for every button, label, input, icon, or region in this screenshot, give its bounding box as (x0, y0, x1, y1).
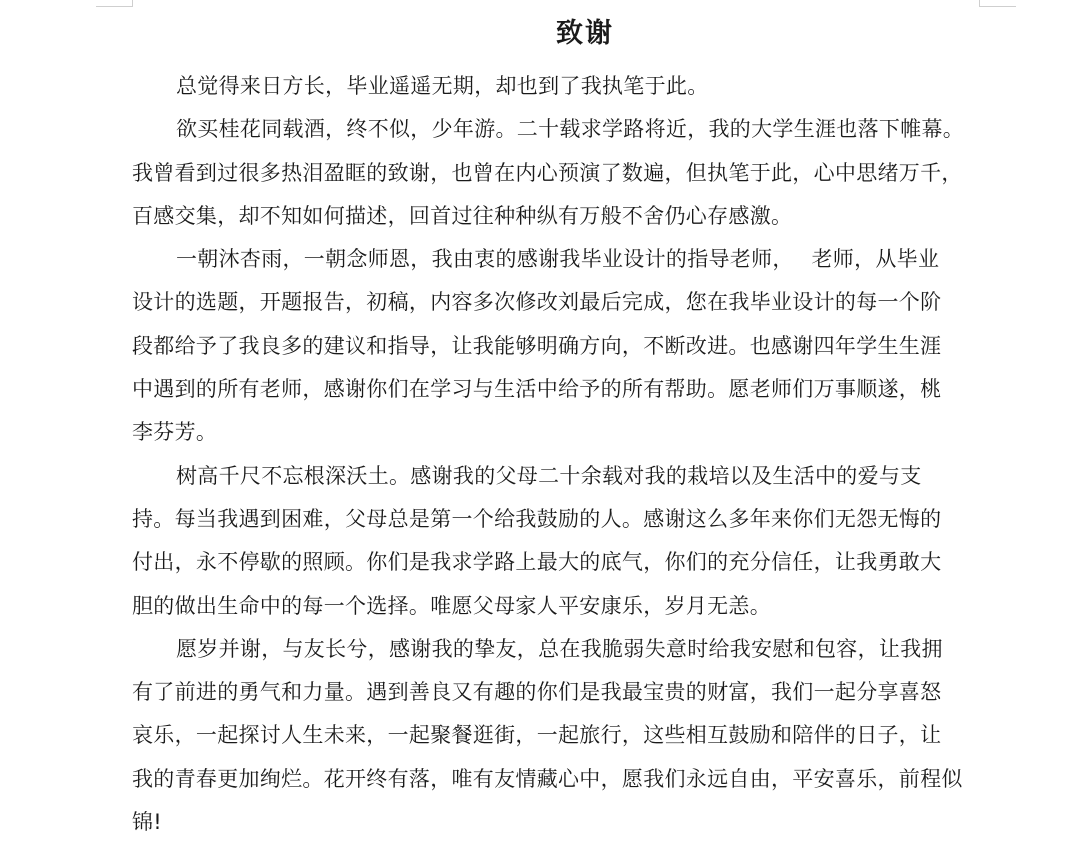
text-line: 锦! (132, 810, 163, 835)
text-line: 愿岁并谢，与友长兮，感谢我的挚友，总在我脆弱失意时给我安慰和包容，让我拥 (176, 636, 943, 661)
paragraph-2 (132, 108, 992, 238)
paragraph-4 (132, 455, 992, 628)
text-line: 我曾看到过很多热泪盈眶的致谢，也曾在内心预演了数遍，但执笔于此，心中思绪万千， (132, 160, 963, 185)
text-line: 设计的选题，开题报告，初稿，内容多次修改刘最后完成，您在我毕业设计的每一个阶 (132, 290, 942, 315)
text-line: 百感交集，却不知如何描述，回首过往种种纵有万般不舍仍心存感激。 (132, 203, 793, 228)
text-line: 付出，永不停歇的照顾。你们是我求学路上最大的底气，你们的充分信任，让我勇敢大 (132, 550, 942, 575)
paragraph-3 (132, 238, 992, 454)
text-line: 李芬芳。 (132, 420, 218, 445)
paragraph-5 (132, 628, 992, 844)
document-title: 致谢 (556, 18, 614, 49)
text-line: 中遇到的所有老师，感谢你们在学习与生活中给予的所有帮助。愿老师们万事顺遂，桃 (132, 377, 942, 402)
text-line: 我的青春更加绚烂。花开终有落，唯有友情藏心中，愿我们永远自由，平安喜乐，前程似 (132, 766, 963, 791)
page-corner-mark-left (96, 0, 133, 7)
text-line: 欲买桂花同载酒，终不似，少年游。二十载求学路将近，我的大学生涯也落下帷幕。 (176, 117, 965, 142)
text-line: 段都给予了我良多的建议和指导，让我能够明确方向，不断改进。也感谢四年学生生涯 (132, 333, 942, 358)
text-line: 哀乐，一起探讨人生未来，一起聚餐逛街，一起旅行，这些相互鼓励和陪伴的日子，让 (132, 723, 942, 748)
page-corner-mark-right (979, 0, 1016, 7)
paragraph-1 (132, 65, 992, 108)
text-line: 总觉得来日方长，毕业遥遥无期，却也到了我执笔于此。 (176, 74, 709, 98)
text-line: 持。每当我遇到困难，父母总是第一个给我鼓励的人。感谢这么多年来你们无怨无悔的 (132, 506, 942, 531)
text-line: 树高千尺不忘根深沃土。感谢我的父母二十余载对我的栽培以及生活中的爱与支 (176, 463, 922, 488)
text-line: 有了前进的勇气和力量。遇到善良又有趣的你们是我最宝贵的财富，我们一起分享喜怒 (132, 680, 942, 705)
text-line: 胆的做出生命中的每一个选择。唯愿父母家人平安康乐，岁月无恙。 (132, 593, 771, 618)
text-line: 一朝沐杏雨，一朝念师恩，我由衷的感谢我毕业设计的指导老师， 老师，从毕业 (176, 247, 940, 272)
document-body (132, 65, 992, 844)
